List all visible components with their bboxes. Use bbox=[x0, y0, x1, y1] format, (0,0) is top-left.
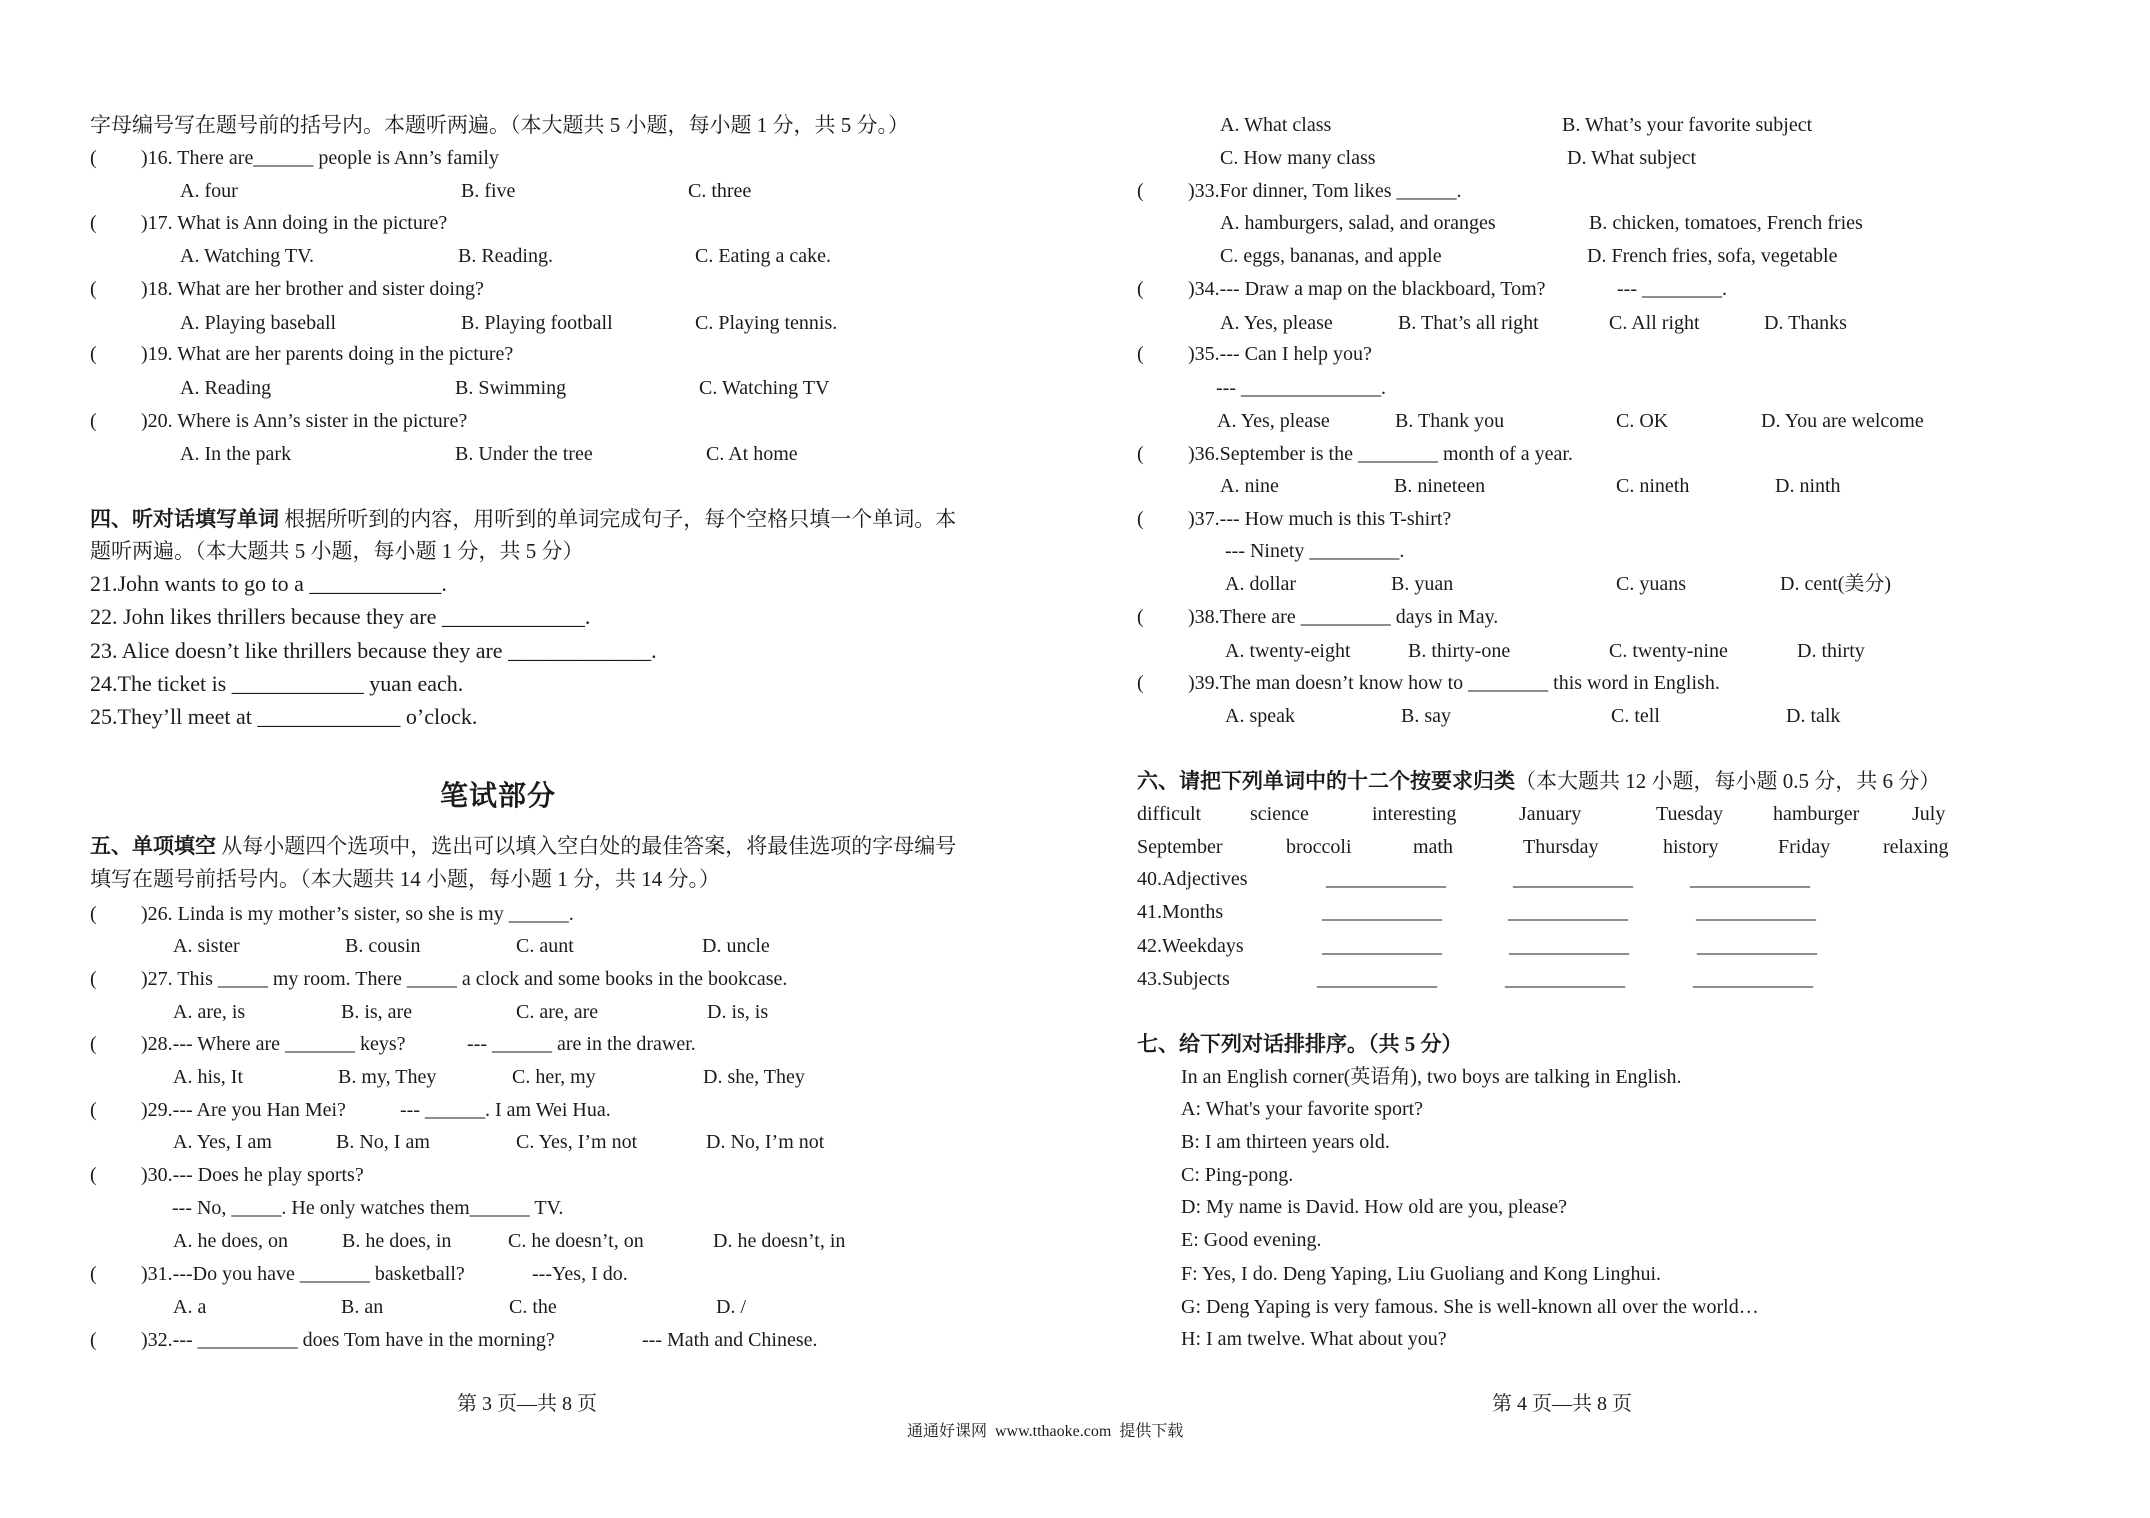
option-d: D. cent(美分) bbox=[1780, 573, 1892, 595]
section-6-instruction: （本大题共 12 小题，每小题 0.5 分，共 6 分） bbox=[1515, 769, 1941, 793]
question-30: )30.--- Does he play sports? bbox=[141, 1164, 364, 1186]
option-b: B. cousin bbox=[345, 935, 421, 957]
answer-bracket: ( bbox=[90, 903, 97, 925]
category-blank: ____________ bbox=[1690, 868, 1810, 890]
question-28-reply: --- ______ are in the drawer. bbox=[467, 1033, 696, 1055]
question-27: )27. This _____ my room. There _____ a clock and some books in the bookcase. bbox=[141, 968, 788, 990]
question-17: )17. What is Ann doing in the picture? bbox=[141, 212, 448, 234]
option-b: B. yuan bbox=[1391, 573, 1454, 595]
option-d: D. / bbox=[716, 1296, 746, 1318]
option-b: B. What’s your favorite subject bbox=[1562, 114, 1813, 136]
option-a: A. Watching TV. bbox=[180, 245, 314, 267]
category-label: 41.Months bbox=[1137, 901, 1224, 923]
option-b: B. chicken, tomatoes, French fries bbox=[1589, 212, 1863, 234]
question-29: )29.--- Are you Han Mei? bbox=[141, 1099, 346, 1121]
dialogue-intro: In an English corner(英语角), two boys are talking in English. bbox=[1181, 1066, 1682, 1088]
word-bank-item: math bbox=[1413, 836, 1453, 858]
option-b: B. That’s all right bbox=[1398, 312, 1539, 334]
answer-bracket: ( bbox=[1137, 606, 1144, 628]
option-c: C. are, are bbox=[516, 1001, 599, 1023]
question-33: )33.For dinner, Tom likes ______. bbox=[1188, 180, 1462, 202]
question-34-reply: --- ________. bbox=[1617, 278, 1727, 300]
option-d: D. talk bbox=[1786, 705, 1841, 727]
page-number-left: 第 3 页—共 8 页 bbox=[457, 1393, 597, 1415]
category-blank: ____________ bbox=[1513, 868, 1633, 890]
category-label: 43.Subjects bbox=[1137, 968, 1230, 990]
word-bank-item: relaxing bbox=[1883, 836, 1949, 858]
fill-item-25: 25.They’ll meet at _____________ o’clock. bbox=[90, 704, 478, 729]
option-d: D. French fries, sofa, vegetable bbox=[1587, 245, 1838, 267]
question-19: )19. What are her parents doing in the picture? bbox=[141, 343, 514, 365]
answer-bracket: ( bbox=[90, 212, 97, 234]
option-a: A. four bbox=[180, 180, 238, 202]
word-bank-item: interesting bbox=[1372, 803, 1457, 825]
section-4-instruction: 根据所听到的内容，用听到的单词完成句子，每个空格只填一个单词。本 bbox=[279, 507, 957, 531]
answer-bracket: ( bbox=[1137, 443, 1144, 465]
answer-bracket: ( bbox=[90, 147, 97, 169]
option-b: B. is, are bbox=[341, 1001, 413, 1023]
option-c: C. yuans bbox=[1616, 573, 1686, 595]
option-c: C. OK bbox=[1616, 410, 1669, 432]
option-a: A. hamburgers, salad, and oranges bbox=[1220, 212, 1496, 234]
option-a: A. his, It bbox=[173, 1066, 243, 1088]
option-c: C. aunt bbox=[516, 935, 574, 957]
dialogue-line: H: I am twelve. What about you? bbox=[1181, 1328, 1447, 1350]
answer-bracket: ( bbox=[1137, 278, 1144, 300]
option-d: D. You are welcome bbox=[1761, 410, 1924, 432]
option-d: D. she, They bbox=[703, 1066, 805, 1088]
answer-bracket: ( bbox=[1137, 672, 1144, 694]
option-a: A. speak bbox=[1225, 705, 1295, 727]
question-35-followup: --- ______________. bbox=[1216, 377, 1386, 399]
option-c: C. three bbox=[688, 180, 752, 202]
answer-bracket: ( bbox=[1137, 180, 1144, 202]
option-b: B. my, They bbox=[338, 1066, 437, 1088]
dialogue-line: B: I am thirteen years old. bbox=[1181, 1131, 1390, 1153]
answer-bracket: ( bbox=[90, 968, 97, 990]
option-b: B. five bbox=[461, 180, 516, 202]
written-part-title: 笔试部分 bbox=[440, 781, 557, 812]
question-34: )34.--- Draw a map on the blackboard, Tom? bbox=[1188, 278, 1546, 300]
question-32-reply: --- Math and Chinese. bbox=[642, 1329, 818, 1351]
option-a: A. a bbox=[173, 1296, 207, 1318]
option-c: C. twenty-nine bbox=[1609, 640, 1728, 662]
option-a: A. Playing baseball bbox=[180, 312, 337, 334]
option-d: D. thirty bbox=[1797, 640, 1865, 662]
option-d: D. he doesn’t, in bbox=[713, 1230, 846, 1252]
option-a: A. Reading bbox=[180, 377, 272, 399]
answer-bracket: ( bbox=[1137, 343, 1144, 365]
question-37-followup: --- Ninety _________. bbox=[1225, 540, 1405, 562]
answer-bracket: ( bbox=[90, 1033, 97, 1055]
source-note: 通通好课网 www.tthaoke.com 提供下载 bbox=[907, 1423, 1184, 1440]
option-c: C. Playing tennis. bbox=[695, 312, 838, 334]
fill-item-22: 22. John likes thrillers because they are _____________. bbox=[90, 604, 591, 629]
question-32: )32.--- __________ does Tom have in the morning? bbox=[141, 1329, 555, 1351]
category-blank: ____________ bbox=[1326, 868, 1446, 890]
option-c: C. nineth bbox=[1616, 475, 1690, 497]
option-a: A. twenty-eight bbox=[1225, 640, 1351, 662]
fill-item-21: 21.John wants to go to a ____________. bbox=[90, 571, 447, 596]
question-36: )36.September is the ________ month of a year. bbox=[1188, 443, 1573, 465]
word-bank-item: July bbox=[1912, 803, 1946, 825]
option-d: D. What subject bbox=[1567, 147, 1697, 169]
option-c: C. How many class bbox=[1220, 147, 1376, 169]
word-bank-item: January bbox=[1519, 803, 1582, 825]
dialogue-line: D: My name is David. How old are you, please? bbox=[1181, 1196, 1568, 1218]
question-31: )31.---Do you have _______ basketball? bbox=[141, 1263, 465, 1285]
option-d: D. ninth bbox=[1775, 475, 1841, 497]
option-d: D. is, is bbox=[707, 1001, 769, 1023]
question-37: )37.--- How much is this T-shirt? bbox=[1188, 508, 1452, 530]
section-4-heading-line bbox=[90, 507, 956, 531]
category-blank: ____________ bbox=[1508, 901, 1628, 923]
question-18: )18. What are her brother and sister doing? bbox=[141, 278, 484, 300]
category-blank: ____________ bbox=[1322, 901, 1442, 923]
question-28: )28.--- Where are _______ keys? bbox=[141, 1033, 406, 1055]
category-label: 40.Adjectives bbox=[1137, 868, 1248, 890]
option-b: B. Reading. bbox=[458, 245, 553, 267]
option-b: B. nineteen bbox=[1394, 475, 1486, 497]
word-bank-item: Thursday bbox=[1523, 836, 1599, 858]
listening-intro: 字母编号写在题号前的括号内。本题听两遍。（本大题共 5 小题，每小题 1 分，共 5 分。） bbox=[90, 113, 909, 137]
answer-bracket: ( bbox=[90, 278, 97, 300]
dialogue-line: G: Deng Yaping is very famous. She is well-known all over the world… bbox=[1181, 1296, 1759, 1318]
answer-bracket: ( bbox=[1137, 508, 1144, 530]
category-label: 42.Weekdays bbox=[1137, 935, 1244, 957]
word-bank-item: Friday bbox=[1778, 836, 1831, 858]
category-blank: ____________ bbox=[1693, 968, 1813, 990]
question-16: )16. There are______ people is Ann’s family bbox=[141, 147, 499, 169]
section-5-heading: 五、单项填空 bbox=[90, 834, 216, 858]
category-blank: ____________ bbox=[1505, 968, 1625, 990]
option-b: B. Playing football bbox=[461, 312, 613, 334]
option-a: A. Yes, I am bbox=[173, 1131, 272, 1153]
dialogue-line: F: Yes, I do. Deng Yaping, Liu Guoliang and Kong Linghui. bbox=[1181, 1263, 1662, 1285]
category-blank: ____________ bbox=[1317, 968, 1437, 990]
option-b: B. No, I am bbox=[336, 1131, 430, 1153]
word-bank-item: science bbox=[1250, 803, 1309, 825]
section-5-heading-line bbox=[90, 834, 956, 858]
section-4-heading: 四、听对话填写单词 bbox=[90, 507, 279, 531]
section-5-instruction: 从每小题四个选项中，选出可以填入空白处的最佳答案，将最佳选项的字母编号 bbox=[216, 834, 957, 858]
option-b: B. thirty-one bbox=[1408, 640, 1511, 662]
answer-bracket: ( bbox=[90, 410, 97, 432]
option-a: A. Yes, please bbox=[1217, 410, 1330, 432]
question-29-reply: --- ______. I am Wei Hua. bbox=[400, 1099, 611, 1121]
question-31-reply: ---Yes, I do. bbox=[532, 1263, 628, 1285]
option-c: C. All right bbox=[1609, 312, 1700, 334]
answer-bracket: ( bbox=[90, 1329, 97, 1351]
option-d: D. uncle bbox=[702, 935, 770, 957]
option-b: B. Swimming bbox=[455, 377, 567, 399]
option-a: A. are, is bbox=[173, 1001, 246, 1023]
section-7-heading: 七、给下列对话排排序。（共 5 分） bbox=[1137, 1032, 1463, 1056]
option-a: A. dollar bbox=[1225, 573, 1297, 595]
option-b: B. Thank you bbox=[1395, 410, 1505, 432]
fill-item-24: 24.The ticket is ____________ yuan each. bbox=[90, 671, 464, 696]
answer-bracket: ( bbox=[90, 343, 97, 365]
dialogue-line: E: Good evening. bbox=[1181, 1229, 1322, 1251]
option-c: C. Watching TV bbox=[699, 377, 830, 399]
dialogue-line: A: What's your favorite sport? bbox=[1181, 1098, 1424, 1120]
section-4-instruction-cont: 题听两遍。（本大题共 5 小题，每小题 1 分，共 5 分） bbox=[90, 539, 584, 563]
answer-bracket: ( bbox=[90, 1099, 97, 1121]
section-6-heading: 六、请把下列单词中的十二个按要求归类 bbox=[1137, 769, 1515, 793]
question-35: )35.--- Can I help you? bbox=[1188, 343, 1372, 365]
option-c: C. eggs, bananas, and apple bbox=[1220, 245, 1442, 267]
category-blank: ____________ bbox=[1322, 935, 1442, 957]
question-26: )26. Linda is my mother’s sister, so she is my ______. bbox=[141, 903, 574, 925]
word-bank-item: Tuesday bbox=[1656, 803, 1724, 825]
question-20: )20. Where is Ann’s sister in the picture? bbox=[141, 410, 468, 432]
option-d: D. No, I’m not bbox=[706, 1131, 825, 1153]
category-blank: ____________ bbox=[1696, 901, 1816, 923]
option-c: C. tell bbox=[1611, 705, 1660, 727]
option-a: A. nine bbox=[1220, 475, 1279, 497]
dialogue-line: C: Ping-pong. bbox=[1181, 1164, 1294, 1186]
option-c: C. the bbox=[509, 1296, 557, 1318]
option-b: B. Under the tree bbox=[455, 443, 593, 465]
option-c: C. At home bbox=[706, 443, 798, 465]
page-number-right: 第 4 页—共 8 页 bbox=[1492, 1393, 1632, 1415]
section-6-heading-line bbox=[1137, 769, 1940, 793]
option-a: A. Yes, please bbox=[1220, 312, 1333, 334]
word-bank-item: difficult bbox=[1137, 803, 1202, 825]
option-b: B. say bbox=[1401, 705, 1451, 727]
word-bank-item: hamburger bbox=[1773, 803, 1860, 825]
option-c: C. Eating a cake. bbox=[695, 245, 832, 267]
question-39: )39.The man doesn’t know how to ________ this word in English. bbox=[1188, 672, 1720, 694]
answer-bracket: ( bbox=[90, 1164, 97, 1186]
answer-bracket: ( bbox=[90, 1263, 97, 1285]
option-a: A. sister bbox=[173, 935, 240, 957]
option-c: C. he doesn’t, on bbox=[508, 1230, 644, 1252]
category-blank: ____________ bbox=[1697, 935, 1817, 957]
option-b: B. he does, in bbox=[342, 1230, 452, 1252]
category-blank: ____________ bbox=[1509, 935, 1629, 957]
word-bank-item: September bbox=[1137, 836, 1223, 858]
option-c: C. Yes, I’m not bbox=[516, 1131, 638, 1153]
question-38: )38.There are _________ days in May. bbox=[1188, 606, 1499, 628]
option-c: C. her, my bbox=[512, 1066, 596, 1088]
word-bank-item: broccoli bbox=[1286, 836, 1352, 858]
question-30-followup: --- No, _____. He only watches them______ TV. bbox=[172, 1197, 564, 1219]
word-bank-item: history bbox=[1663, 836, 1719, 858]
option-a: A. What class bbox=[1220, 114, 1332, 136]
section-5-instruction-cont: 填写在题号前括号内。（本大题共 14 小题，每小题 1 分，共 14 分。） bbox=[90, 867, 720, 891]
option-a: A. he does, on bbox=[173, 1230, 288, 1252]
option-a: A. In the park bbox=[180, 443, 292, 465]
fill-item-23: 23. Alice doesn’t like thrillers because they are _____________. bbox=[90, 638, 657, 663]
option-b: B. an bbox=[341, 1296, 384, 1318]
option-d: D. Thanks bbox=[1764, 312, 1847, 334]
